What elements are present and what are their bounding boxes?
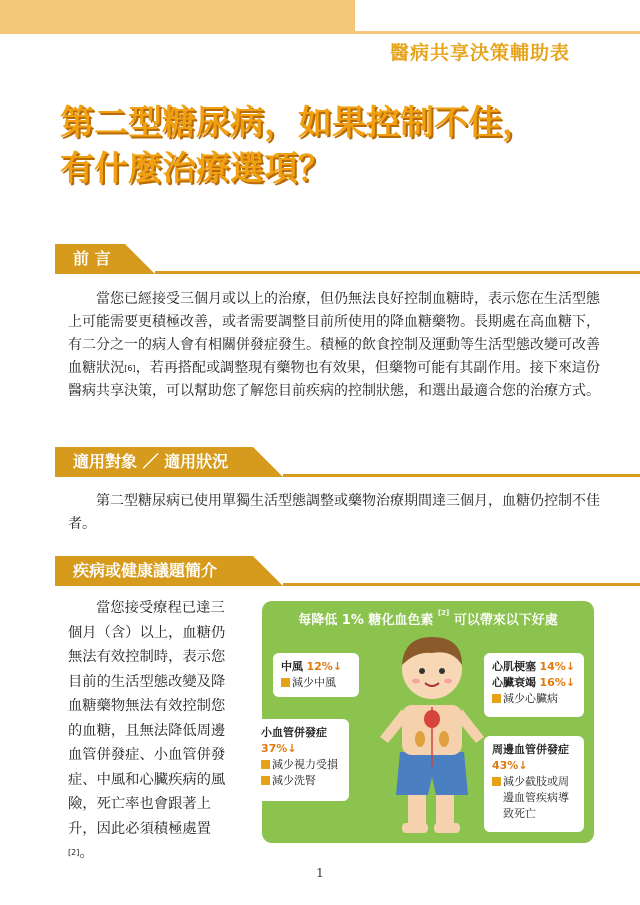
header-band xyxy=(0,0,355,34)
bullet-square-icon xyxy=(261,760,270,769)
stroke-card: 中風 12%↓ 減少中風 xyxy=(273,653,359,697)
section-header-corner xyxy=(125,244,155,274)
cardiac-card: 心肌梗塞 14%↓ 心臟衰竭 16%↓ 減少心臟病 xyxy=(484,653,584,717)
section-header-rule xyxy=(283,583,640,586)
disease-paragraph: 當您接受療程已達三個月（含）以上，血糖仍無法有效控制時，表示您目前的生活型態改變及降血糖藥物無法有效控制您的血糖，且無法降低周邊血管併發症、小血管併發症、中風和心臟疾病的風險，死亡率也會跟著上升，因此必須積極處置[2]。 xyxy=(68,600,226,861)
intro-text-b: ，若再搭配或調整現有藥物也有效果，但藥物可能有其副作用。接下來這份醫病共享決策，可以幫助您了解您目前疾病的控制狀態，和選出最適合您的治療方式。 xyxy=(68,360,601,399)
bullet-square-icon xyxy=(492,777,501,786)
child-body-illustration xyxy=(372,627,492,841)
reference-mark: [6] xyxy=(124,364,136,373)
intro-text-a: 當您已經接受三個月或以上的治療，但仍無法良好控制血糖時，表示您在生活型態上可能需要更積極改善，或者需要調整目前所使用的降血糖藥物。長期處在高血糖下，有二分之一的病人會有相關併發症發生。積極的飲食控制及運動等生活型態改變可改善血糖狀況 xyxy=(68,291,600,376)
bullet-square-icon xyxy=(261,776,270,785)
disease-text: 當您接受療程已達三個月（含）以上，血糖仍無法有效控制時，表示您目前的生活型態改變及降血糖藥物無法有效控制您的血糖，且無法降低周邊血管併發症、小血管併發症、中風和心臟疾病的風險，死亡率也會跟著上升，因此必須積極處置 xyxy=(68,600,226,837)
infographic-heading: 每降低 1% 糖化血色素 [2] 可以帶來以下好處 xyxy=(298,609,558,628)
section-header-corner xyxy=(253,556,283,586)
section-header-rule xyxy=(155,271,640,274)
page-number: 1 xyxy=(316,866,324,880)
peripheral-card: 周邊血管併發症 43%↓ 減少截肢或周邊血管疾病導致死亡 xyxy=(484,736,584,832)
target-paragraph: 第二型糖尿病已使用單獨生活型態調整或藥物治療期間達三個月，血糖仍控制不佳者。 xyxy=(68,493,600,532)
section-title: 前 言 xyxy=(55,244,125,274)
section-header-corner xyxy=(253,447,283,477)
header-rule xyxy=(355,31,640,34)
benefits-infographic xyxy=(262,601,594,843)
intro-paragraph xyxy=(68,288,600,403)
section-header-rule xyxy=(283,474,640,477)
bullet-square-icon xyxy=(281,678,290,687)
page-title xyxy=(60,100,620,192)
title-line-2: 有什麼治療選項？ xyxy=(60,149,332,189)
title-line-1: 第二型糖尿病，如果控制不佳， xyxy=(60,103,536,143)
bullet-square-icon xyxy=(492,694,501,703)
section-title: 適用對象 ／ 適用狀況 xyxy=(55,447,253,477)
reference-mark: [2] xyxy=(68,848,80,857)
section-title: 疾病或健康議題簡介 xyxy=(55,556,253,586)
document-type: 醫病共享決策輔助表 xyxy=(389,42,570,64)
microvascular-card: 小血管併發症 37%↓ 減少視力受損 減少洗腎 xyxy=(253,719,349,801)
